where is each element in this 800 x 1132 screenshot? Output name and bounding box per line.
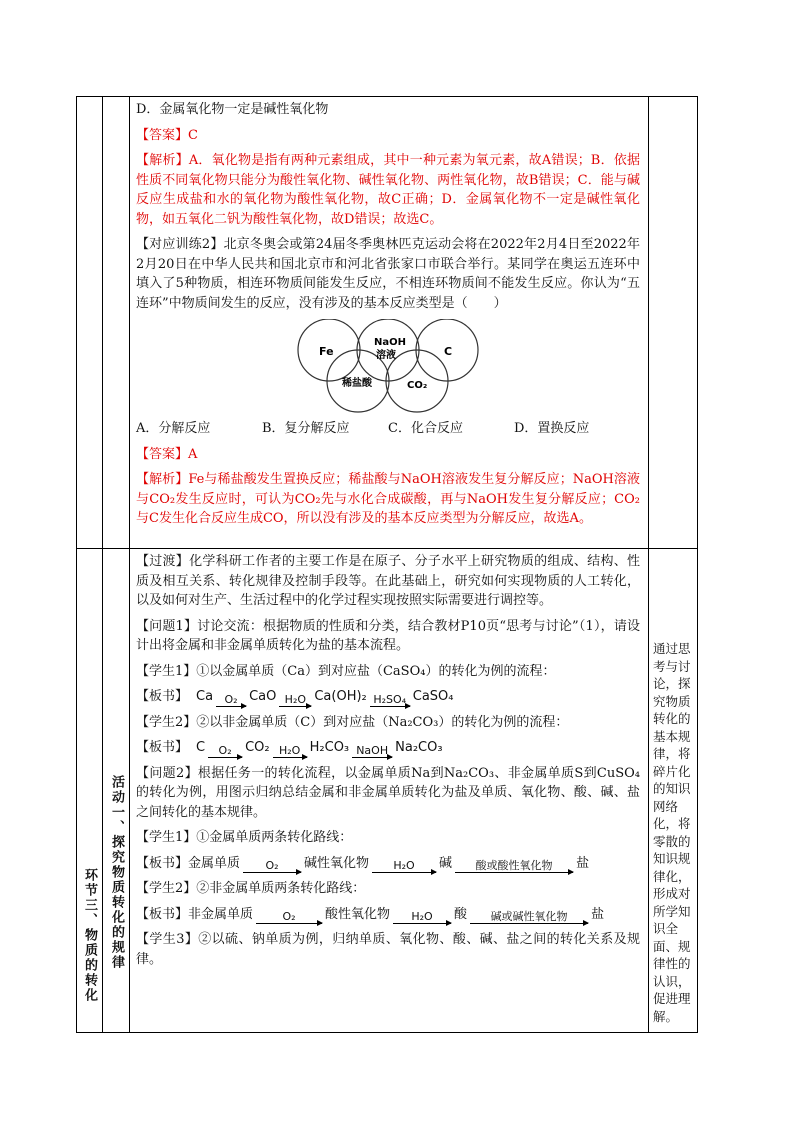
flow2-na2co3: Na₂CO₃ (395, 740, 443, 755)
row-divider (76, 548, 698, 549)
flow3-arrow-3 (455, 860, 573, 873)
student-3: 【学生1】①金属单质两条转化路线： (136, 830, 353, 845)
flow3-arrow-2 (372, 860, 436, 873)
arrow-label: H₂SO₄ (373, 692, 407, 706)
question-1: 【问题1】讨论交流：根据物质的性质和分类，结合教材P10页“思考与讨论”（1），请设计出将金属和非金属单质转化为盐的基本流程。 (136, 618, 640, 653)
drill-2: 【对应训练2】北京冬奥会或第24届冬季奥林匹克运动会将在2022年2月4日至2022年2月20日在中华人民共和国北京市和河北省张家口市联合举行。某同学在奥运五连环中填入了5种物质，相连环物质间能发生反应，不相连环物质间不能发生反应。你认为“五连环”中物质间发生的反应，没有涉及的基本反应类型是（ ） (136, 237, 640, 311)
arrow-label: NaOH (356, 743, 389, 757)
board-flow-1 (136, 687, 640, 707)
arrow-shaft (279, 706, 311, 707)
rings-svg (136, 319, 640, 415)
arrow-shaft (393, 923, 451, 924)
student-4: 【学生2】②非金属单质两条转化路线： (136, 881, 366, 896)
flow1-arrow-1 (216, 694, 246, 707)
question-2: 【问题2】根据任务一的转化流程，以金属单质Na到Na₂CO₃、非金属单质S到CuSO₄的转化为例，用图示归纳总结金属和非金属单质转化为盐及单质、氧化物、酸、碱、盐之间转化的基本规律。 (136, 765, 640, 820)
arrow-label: O₂ (224, 692, 238, 706)
table-bottom-border (76, 1032, 698, 1033)
flow1-caoh2: Ca(OH)₂ (314, 689, 367, 704)
board-flow-2 (136, 738, 640, 758)
ring-label-solution: 溶液 (376, 350, 396, 361)
option-d2: D．置换反应 (514, 421, 590, 436)
transition-text: 【过渡】化学科研工作者的主要工作是在原子、分子水平上研究物质的组成、结构、性质及相互关系、转化规律及控制手段等。在此基础上，研究如何实现物质的人工转化，以及如何对生产、生活过程中的化学过程实现按照实际需要进行调控等。 (136, 554, 640, 608)
answer-tag: 【答案】 (136, 127, 189, 143)
ring-label-c: C (444, 345, 453, 358)
option-d: D．金属氧化物一定是碱性氧化物 (136, 102, 329, 117)
ring-label-co2: CO₂ (407, 380, 428, 391)
five-rings-figure (136, 319, 640, 415)
flow2-c: C (196, 740, 206, 755)
options-row (136, 419, 640, 439)
stage-label: 环节三、物质的转化 (82, 868, 97, 1003)
flow1-ca: Ca (196, 689, 214, 704)
arrow-label: O₂ (265, 859, 279, 872)
table-left-border (76, 96, 77, 1033)
answer-2 (136, 445, 640, 465)
arrow-shaft (216, 706, 246, 707)
answer-value: C (188, 127, 198, 143)
arrow-shaft (243, 872, 301, 873)
flow3-metal: 金属单质 (188, 855, 241, 871)
board-tag: 【板书】 (136, 689, 189, 704)
analysis-1: 【解析】A．氧化物是指有两种元素组成，其中一种元素为氧元素，故A错误；B．依据性质不同氧化物只能分为酸性氧化物、碱性氧化物、两性氧化物，故B错误；C．能与碱反应生成盐和水的氧化物为酸性氧化物，故C正确；D．金属氧化物不一定是碱性氧化物，如五氧化二钒为酸性氧化物，故D错误；故选C。 (136, 153, 640, 227)
activity-label: 活动一、探究物质转化的规律 (109, 775, 124, 970)
option-a: A．分解反应 (136, 421, 211, 436)
flow4-arrow-3 (470, 911, 588, 924)
flow4-acid-oxide: 酸性氧化物 (325, 906, 391, 922)
arrow-shaft (273, 757, 307, 758)
board-tag: 【板书】 (136, 906, 189, 922)
arrow-shaft (455, 872, 573, 873)
flow3-salt: 盐 (576, 855, 590, 871)
col-divider-1 (102, 96, 103, 1033)
content-cell-bottom (136, 552, 640, 975)
arrow-shaft (370, 706, 410, 707)
answer-value: A (188, 446, 198, 462)
student-5: 【学生3】②以硫、钠单质为例，归纳单质、氧化物、酸、碱、盐之间的转化关系及规律。 (136, 932, 640, 967)
design-intent-note: 通过思考与讨论，探究物质转化的基本规律，将碎片化的知识网络化，将零散的知识规律化，形成对所学知识全面、规律性的认识，促进理解。 (653, 641, 691, 1024)
analysis-2: 【解析】Fe与稀盐酸发生置换反应；稀盐酸与NaOH溶液发生复分解反应；NaOH溶液与CO₂发生反应时，可认为CO₂先与水化合成碳酸，再与NaOH发生复分解反应；CO₂与C发生化合反应生成CO，所以没有涉及的基本反应类型为分解反应，故选A。 (136, 472, 640, 526)
arrow-label: H₂O (278, 743, 301, 757)
content-cell-top (136, 100, 640, 535)
flow2-h2co3: H₂CO₃ (309, 740, 350, 755)
table-top-border (76, 96, 698, 97)
flow1-caso4: CaSO₄ (412, 689, 454, 704)
arrow-label: H₂O (284, 692, 307, 706)
ring-label-naoh: NaOH (374, 337, 406, 348)
answer-1 (136, 126, 640, 146)
flow2-arrow-1 (208, 745, 242, 758)
flow4-nonmetal: 非金属单质 (188, 906, 254, 922)
arrow-label: O₂ (218, 743, 232, 757)
ring-label-hcl: 稀盐酸 (342, 378, 372, 389)
flow1-cao: CaO (249, 689, 277, 704)
option-b: B．复分解反应 (262, 421, 350, 436)
ring-label-fe: Fe (319, 345, 334, 358)
student-1: 【学生1】①以金属单质（Ca）到对应盐（CaSO₄）的转化为例的流程： (136, 663, 556, 679)
arrow-shaft (208, 757, 242, 758)
board-flow-4 (136, 905, 640, 925)
student-2: 【学生2】②以非金属单质（C）到对应盐（Na₂CO₃）的转化为例的流程： (136, 714, 569, 730)
flow1-arrow-2 (279, 694, 311, 707)
flow3-arrow-1 (243, 860, 301, 873)
flow3-base: 碱 (439, 855, 453, 871)
flow4-acid: 酸 (454, 906, 468, 922)
arrow-label: 酸或酸性氧化物 (475, 859, 553, 872)
flow2-arrow-3 (352, 745, 392, 758)
flow4-arrow-1 (256, 911, 322, 924)
board-flow-3 (136, 854, 640, 874)
flow3-basic-oxide: 碱性氧化物 (304, 855, 370, 871)
flow4-salt: 盐 (591, 906, 605, 922)
flow1-arrow-3 (370, 694, 410, 707)
arrow-label: O₂ (282, 910, 296, 923)
arrow-label: H₂O (411, 910, 433, 923)
board-tag: 【板书】 (136, 740, 189, 755)
flow4-arrow-2 (393, 911, 451, 924)
col-divider-3 (648, 96, 649, 1033)
board-tag: 【板书】 (136, 855, 189, 871)
answer-tag: 【答案】 (136, 446, 189, 462)
arrow-label: H₂O (393, 859, 415, 872)
arrow-shaft (256, 923, 322, 924)
option-c: C．化合反应 (388, 421, 463, 436)
arrow-label: 碱或碱性氧化物 (490, 910, 568, 923)
arrow-shaft (352, 757, 392, 758)
flow2-arrow-2 (273, 745, 307, 758)
arrow-shaft (470, 923, 588, 924)
flow2-co2: CO₂ (245, 740, 270, 755)
table-right-border (697, 96, 698, 1033)
arrow-shaft (372, 872, 436, 873)
col-divider-2 (129, 96, 130, 1033)
